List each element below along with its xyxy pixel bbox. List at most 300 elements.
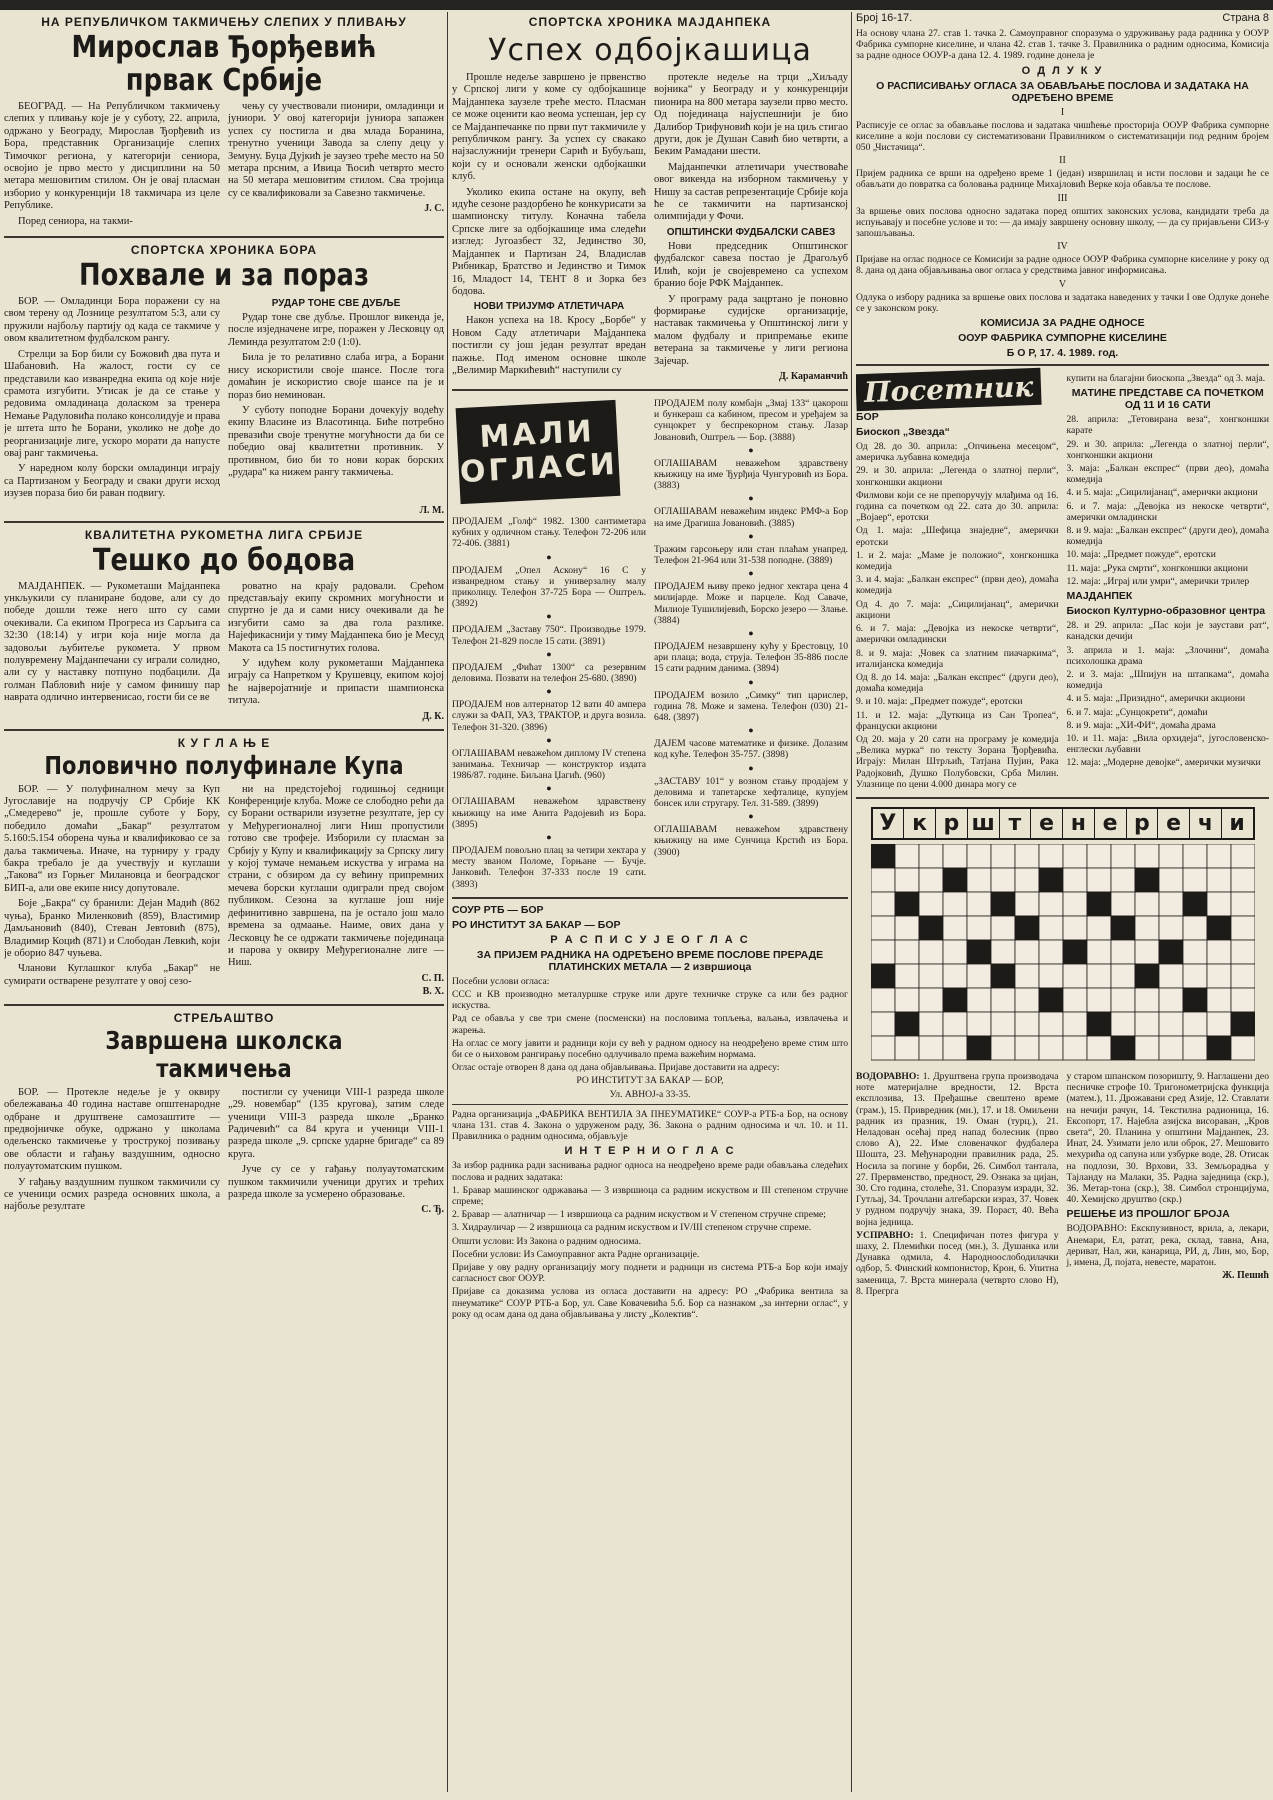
ad-separator-dot: ● xyxy=(546,832,552,842)
clues-vertical-continued: у старом шпанском позоришту, 9. Наглашени део песничке строфе 10. Тригонометријска функција (матем.), 11. Дрожавани сред Азије, 12. Ставлати на нечији рачун, 14. Текстилна радионица, 16. Ексопорт, 17. Најебла азијска висораван, „Кров света“, 20. Планина у општини Мајданпек, 23. Инат, 24. Узимати јело или оброк, 27. Мешовито мехурића од сапуна или узбурке воде, 28. Отисак на подлози, 30. Врхови, 33. Земљорадња у Тајланду на Малаки, 35. Радна заједница (скр.), 36. Метар-тона (скр.), 38. Симбол стронцијума, 40. Хемијско друштво (скр.) xyxy=(1066,1070,1269,1206)
article-paragraph: У идућем колу рукометаши Мајданпека играју са Напретком у Крушевцу, екипом којој ће најверојатније и припасти шампионска титула. xyxy=(228,658,444,707)
notice-intro: Радна организација „ФАБРИКА ВЕНТИЛА ЗА ПНЕУМАТИКЕ“ СОУР-а РТБ-а Бор, на основу члана 131. став 4. Закона о удруженом раду, 36. Закона о радним односима и чл. 10. и 11. Правилника о радним односима, објављује xyxy=(452,1108,848,1143)
classified-ad: Тражим гарсоњеру или стан плаћам унапред. Телефон 21-964 или 31-538 поподне. (3889) xyxy=(654,543,848,566)
section-number: IV xyxy=(1057,241,1068,253)
article-paragraph: Поред сениора, на такми- xyxy=(18,215,133,227)
crossword-cell xyxy=(1015,1036,1039,1060)
crossword-cell xyxy=(1159,1012,1183,1036)
crossword-cell xyxy=(895,916,919,940)
decision-signature: ООУР ФАБРИКА СУМПОРНЕ КИСЕЛИНЕ xyxy=(958,332,1167,345)
section-number: III xyxy=(1057,192,1068,204)
crossword-block xyxy=(1063,940,1087,964)
classified-ad: ОГЛАШАВАМ неважећим индекс РМФ-а Бор на име Драгиша Јовановић. (3885) xyxy=(654,506,848,529)
crossword-cell xyxy=(1183,1036,1207,1060)
cinema-entry: Од 20. маја у 20 сати на програму је комедија „Велика мурка“ по тексту Зорана Ђорђевића. Играју: Милан Штрљић, Татјана Пујин, Рака Радојковић, Душко Полубовски, Срба Милин. Улазнице по цени 4.000 динара могу се xyxy=(856,733,1059,790)
article-swimming xyxy=(4,15,444,231)
crossword-cell xyxy=(943,940,967,964)
decision-title: О Д Л У К У xyxy=(1021,64,1104,77)
crossword-cell xyxy=(895,940,919,964)
crossword-cell xyxy=(1039,964,1063,988)
crossword-cell xyxy=(1207,1012,1231,1036)
crossword-cell xyxy=(1135,1036,1159,1060)
notice-line: 2. Бравар — алатничар — 1 извршиоца са радним искуством и V степеном стручне спреме; xyxy=(452,1209,826,1221)
crossword-title-letter: ч xyxy=(1190,809,1222,838)
author-signature: В. Х. xyxy=(422,985,444,997)
crossword-cell xyxy=(991,1036,1015,1060)
classified-ad: „ЗАСТАВУ 101“ у возном стању продајем у деловима и тапетарске хефталице, купујем бонсек или стругару. Тел. 31-589. (3899) xyxy=(654,775,848,810)
cinema-entry: 11. маја: „Рука смрти“, хонгконшки акциони xyxy=(1066,562,1248,574)
crossword-block xyxy=(871,844,895,868)
crossword-cell xyxy=(1135,988,1159,1012)
solution-title: РЕШЕЊЕ ИЗ ПРОШЛОГ БРОЈА xyxy=(1066,1208,1230,1221)
article-paragraph: роватно на крају радовали. Срећом представљају екипу скромних могућности и спуртно је да и сами нису очекивали да ће изгубити само за два гола разлике. Најефикаснији у тиму Мајданпека био је Месуд Макота са 15 постигнутих голова. xyxy=(228,580,444,654)
crossword-cell xyxy=(967,868,991,892)
cinema-entry: 3. маја: „Балкан експрес“ (први део), домаћа комедија xyxy=(1066,463,1269,486)
article-paragraph: постигли су ученици VIII-1 разреда школе „29. новембар“ (135 кругова), затим следе ученици VIII-3 разреда школе „Бранко Радичевић“ са 84 круга и ученици VIII-1 разреда школе „9. српске ударне бригаде“ са 89 круга. xyxy=(228,1086,444,1160)
classified-ad: ПРОДАЈЕМ „Заставу 750“. Производње 1979. Телефон 21-829 после 15 сати. (3891) xyxy=(452,624,646,647)
crossword-cell xyxy=(1039,916,1063,940)
notice-line: РО ИНСТИТУТ ЗА БАКАР — БОР, xyxy=(576,1075,724,1087)
crossword-block xyxy=(1183,892,1207,916)
crossword-cell xyxy=(1231,964,1255,988)
author-signature: Л. М. xyxy=(419,504,444,516)
notice-line: Пријаве са доказима услова из огласа доставити на адресу: РО „Фабрика вентила за пнеуматике“ СОУР РТБ-а Бор, ул. Саве Ковачевића 5.б. Бор са назнаком „за интерни оглас“, у року од осам дана од дана објављивања у листу „Колектив“. xyxy=(452,1286,848,1320)
notice-org: РО ИНСТИТУТ ЗА БАКАР — БОР xyxy=(452,918,621,931)
cinema-entry: 3. и 4. маја: „Балкан експрес“ (први део), домаћа комедија xyxy=(856,574,1059,597)
article-paragraph: Била је то релативно слаба игра, а Борани нису искористили своје шансе. После тога домаћин је искористио своје шансе па је и пораз био неминован. xyxy=(228,352,444,401)
crossword-cell xyxy=(1015,1012,1039,1036)
classified-ad: ПРОДАЈЕМ возило „Симку“ тип царислер, година 78. Може и замена. Телефон (030) 21-648. (3897) xyxy=(654,689,848,723)
article-paragraph: БОР. — Омладинци Бора поражени су на свом терену од Лознице резултатом 5:3, али су пружили најбољу партију од када се такмиче у овом квалитетном фудбалском рангу. xyxy=(4,296,220,345)
article-paragraph: Прошле недеље завршено је првенство у Српској лиги у коме су одбојкашице Мајданпека заузеле треће место. Пласман се може оценити као веома успешан, јер су се Мајданпечанке по први пут такмичиле у републичком рангу. За успех су свакако најзаслужнији тренери Сарић и Бубуљаш, који су и основали женски одбојкашки клуб. xyxy=(452,72,646,183)
article-paragraph: У суботу поподне Борани дочекују водећу екипу Власине из Власотинца. Биће потребно превазићи своје тренутне могућности да би се победио овај квалитетни противник. У противном, био би то нови корак борских „рудара“ ка нижем рангу такмичења. xyxy=(228,404,444,478)
crossword-cell xyxy=(943,916,967,940)
classifieds-logo-line: ОГЛАСИ xyxy=(459,446,619,491)
cinema-entry: Филмови који се не препоручују млађима од 16. година са почетком од 22. сата до 30. априла: „Војаер“, еротски xyxy=(856,489,1059,524)
section-text: За вршење ових послова односно задатака поред општих законских услова, кандидати треба да испуњавају и посебне услове и то: — да имају завршену основну школу, — да су пријављени СИЗ-у запошљавања. xyxy=(856,205,1269,240)
classified-ad: ПРОДАЈЕМ повољно плац за четири хектара у месту званом Поломе, Горњане — Бучје. Јанковић. Телефон 37-333 после 19 сати. (3893) xyxy=(452,845,646,890)
article-handball xyxy=(4,528,444,724)
crossword-cell xyxy=(1015,844,1039,868)
crossword-title-letter: е xyxy=(1095,809,1127,838)
ad-separator-dot: ● xyxy=(748,568,754,579)
crossword-cell xyxy=(991,916,1015,940)
ad-separator-dot: ● xyxy=(748,627,754,638)
cinema-entry: 29. и 30. априла: „Легенда о златној перли“, хонгконшки акциони xyxy=(856,465,1059,488)
article-paragraph: У наредном колу борски омладинци играју са Партизаном у Београду и сваки други исход изузев пораза био би раван подвигу. xyxy=(4,463,220,500)
classifieds-logo-line: МАЛИ xyxy=(478,413,596,455)
decision-intro: На основу члана 27. став 1. тачка 2. Самоуправног споразума о удруживању рада радника у ООУР Фабрика сумпорне киселине, и члана 42. став 1. тачке 3. Правилника о радним односима, Комисија за радне односе ООУР-а дана 12. 4. 1989. године донела је xyxy=(856,28,1269,62)
crossword-title-letter: к xyxy=(904,809,936,838)
crossword-cell xyxy=(1159,916,1183,940)
decision-subtitle: О РАСПИСИВАЊУ ОГЛАСА ЗА ОБАВЉАЊЕ ПОСЛОВА И ЗАДАТАКА НА ОДРЕЂЕНО ВРЕМЕ xyxy=(876,79,1249,104)
classified-ads xyxy=(452,396,848,892)
ad-separator-dot: ● xyxy=(748,725,754,736)
crossword-cell xyxy=(895,868,919,892)
classified-ad: ОГЛАШАВАМ неважећом здравствену књижицу на име Ђурђија Чунгуровић из Бора. (3883) xyxy=(654,457,848,492)
crossword-cell xyxy=(1183,916,1207,940)
cinema-entry: 1. и 2. маја: „Маме је положио“, хонгконшка комедија xyxy=(856,549,1059,573)
crossword-cell xyxy=(1207,940,1231,964)
crossword-block xyxy=(1207,916,1231,940)
classified-ad: ПРОДАЈЕМ „Фићат 1300“ са резервним деловима. Позвати на телефон 25-680. (3890) xyxy=(452,661,646,684)
crossword-cell xyxy=(1135,892,1159,916)
article-paragraph: Након успеха на 18. Кросу „Борбе“ у Новом Саду атлетичари Мајданпека постигли су још један резултат вредан пажње. Под именом основне школе „Велимир Маркићевић“ наступили су xyxy=(452,315,646,376)
section-text: Одлука о избору радника за вршење ових послова и задатака наведених у тачки I ове Одлуке донеће се у законском року. xyxy=(856,291,1269,314)
ad-separator-dot: ● xyxy=(748,676,754,687)
article-kicker: СПОРТСКА ХРОНИКА БОРА xyxy=(130,243,318,258)
article-shooting xyxy=(4,1011,444,1218)
crossword-cell xyxy=(1207,868,1231,892)
crossword-cell xyxy=(1207,988,1231,1012)
column-right xyxy=(856,12,1269,1796)
crossword-block xyxy=(871,964,895,988)
crossword-cell xyxy=(991,940,1015,964)
article-paragraph: БОР. — У полуфиналном мечу за Куп Југославије на подручју СР Србије КК „Смедерево“ је, прошле суботе у Бору, победило домаћи „Бакар“ резултатом 5.160:5.154 оборена чуњa и квалификовао се за даља такмичења. Иначе, на турниру у граду бакра требало је да учествују и куглаши „Такова“ из Горњег Милановца и београдског БИП-а, али ове екипе нису допутовале. xyxy=(4,783,220,894)
notice-line: За избор радника ради заснивања радног односа на неодређено време ради обављања следећих послова и радних задатака: xyxy=(452,1160,848,1183)
notice-line: ССС и КВ производно металуршке струке или друге техничке струке са или без радног искуства. xyxy=(452,989,848,1012)
cinema-entry: Од 8. до 14. маја: „Балкан експрес“ (други део), домаћа комедија xyxy=(856,671,1059,695)
ad-separator-dot: ● xyxy=(546,611,552,622)
crossword-cell xyxy=(871,1036,895,1060)
crossword-block xyxy=(919,916,943,940)
notice-line: Пријаве у ову радну организацију могу поднети и радници из система РТБ-а Бор који имају сагласност свог ООУР. xyxy=(452,1262,848,1285)
section-divider xyxy=(452,1104,848,1105)
section-divider xyxy=(4,1004,444,1006)
crossword-cell xyxy=(895,964,919,988)
crossword-cell xyxy=(919,868,943,892)
article-paragraph: У програму рада зацртано је поновно формирање судијске организације, наставак такмичења у Општинској лиги у малом фудбалу и припремање екипе ветерана за такмичење у лиги региона Зајечар. xyxy=(654,293,848,367)
crossword-cell xyxy=(1183,844,1207,868)
crossword-cell xyxy=(1231,892,1255,916)
crossword-cell xyxy=(1087,1036,1111,1060)
cinema-name: Биоскоп „Звезда“ xyxy=(856,426,950,439)
crossword-cell xyxy=(871,892,895,916)
crossword-grid xyxy=(871,844,1255,1064)
clues-horizontal: 1. Друштвена група производача ноте материјалне вредности, 12. Врста експлозива, 13. Пређашње свештено време (грам.), 15. Привредник (мн.), 17. и 18. Омиљени радник из празник, 19. Оман (турц.), 21. Неладован осећај пред напад болесник (прво слово А), 22. Име словеначког фудбалера Шошта, 23. Међународни правилник рада, 25. Носила за погине у борби, 26. Симбол тантала, 27. Прервменство, предност, 29. Ознака за цијан, 30. Сто година, столеће, 31. Споразум изради, 32. Гутљај, 34. Трочлани алгебарски израз, 37. Човек у рудном подручју знака, 39. Пораст, 40. Већа војна једница. xyxy=(856,1070,1059,1228)
crossword-cell xyxy=(1015,868,1039,892)
article-paragraph: чењу су учествовали пионири, омладинци и јуниори. У овој категорији јуниора запажен успех су постигла и два млада Боранина, тренутно ученици Завода за слепу децу у Земуну. Буца Дујкић је заузео треће место на 50 метара прсним, а Ивица Ћосић четврто место на 50 метара мешовитим стилом. Сва тројица су се квалификовали за Савезно такмичење. xyxy=(228,101,444,199)
cinema-entry: 12. маја: „Играј или умри“, амерички трилер xyxy=(1066,575,1250,587)
cinema-entry: 8. и 9. маја: „Човек са златним пиачаркима“, италијанска комедија xyxy=(856,647,1059,670)
notice-line: 3. Хидрауличар — 2 извршиоца са радним искуством и IV/III степеном стручне спреме. xyxy=(452,1222,812,1234)
crossword-title-letter: н xyxy=(1063,809,1095,838)
cinema-entry: 3. априла и 1. маја: „Злочини“, домаћа психолошка драма xyxy=(1066,644,1269,667)
page-header xyxy=(856,12,1269,24)
crossword-cell xyxy=(1039,1036,1063,1060)
posetnik-logo: Посетник xyxy=(856,368,1042,411)
crossword-cell xyxy=(871,868,895,892)
crossword-cell xyxy=(1015,940,1039,964)
crossword-cell xyxy=(991,868,1015,892)
crossword-cell xyxy=(1039,1012,1063,1036)
crossword-cell xyxy=(1231,916,1255,940)
crossword-cell xyxy=(1063,964,1087,988)
classified-ad: ПРОДАЈЕМ „Опел Аскону“ 16 С у изванредном стању и универзалну малу приколицу. Телефон 37-725 Бора — Оштрељ. (3892) xyxy=(452,564,646,610)
crossword-cell xyxy=(1111,964,1135,988)
crossword-block xyxy=(967,940,991,964)
crossword-title-letter: е xyxy=(1031,809,1063,838)
crossword-cell xyxy=(1135,1012,1159,1036)
crossword-cell xyxy=(1063,1036,1087,1060)
notice-title: Р А С П И С У Ј Е О Г Л А С xyxy=(550,933,750,946)
article-paragraph: Јуче су се у гађању полуаутоматским пушком такмичили ученици других и трећих разреда школе за усмерено образовање. xyxy=(228,1164,444,1200)
author-signature: С. П. xyxy=(421,972,444,984)
crossword-block xyxy=(967,1036,991,1060)
section-divider xyxy=(4,236,444,238)
notice-title: И Н Т Е Р Н И О Г Л А С xyxy=(564,1145,736,1158)
crossword-cell xyxy=(1111,988,1135,1012)
crossword-cell xyxy=(967,892,991,916)
crossword-cell xyxy=(895,988,919,1012)
section-divider xyxy=(452,389,848,391)
cinema-entry: 28. априла: „Тетовирана веза“, хонгконшки карате xyxy=(1066,414,1269,437)
article-paragraph: У гађању ваздушним пушком такмичили су се ученици осмих разреда основних школа, а најбоље резултате xyxy=(4,1176,220,1213)
article-kicker: К У Г Л А Њ Е xyxy=(177,735,271,750)
section-divider xyxy=(452,897,848,899)
article-subheading: ОПШТИНСКИ ФУДБАЛСКИ САВЕЗ xyxy=(666,226,836,238)
article-paragraph: МАЈДАНПЕК. — Рукометаши Мајданпека ункљукили су планиране бодове, али су до победе дошли теже него што су сами очекивали. Са екипом Прогреса из Сарљига са 32:30 (18:14) у игри која није могла да задовољи љубитеље рукомета. У првом полувремену Мајданпечани су играли солидно, али су у наставку потпуно подбацили. Да голман Пабловић није у самом финишу пар навратa одлично интервенисао, гости би се вe xyxy=(4,580,220,704)
cinema-entry: 8. и 9. маја: „Балкан експрес“ (други део), домаћа комедија xyxy=(1066,525,1269,548)
cinema-entry: купити на благајни биоскопа „Звезда“ од 3. маја. xyxy=(1066,373,1266,385)
crossword-cell xyxy=(943,892,967,916)
crossword-cell xyxy=(1087,964,1111,988)
crossword-cell xyxy=(919,1012,943,1036)
crossword-block xyxy=(1159,940,1183,964)
crossword-cell xyxy=(919,844,943,868)
author-signature: Ж. Пешић xyxy=(1222,1270,1269,1282)
cinema-entry: 12. маја: „Модерне девојке“, амерички музички xyxy=(1066,757,1261,769)
cinema-entry: Од 1. маја: „Шефица знаједне“, амерички еротски xyxy=(856,525,1059,548)
crossword-block xyxy=(1111,1036,1135,1060)
crossword-cell xyxy=(895,1036,919,1060)
notice-line: Општи услови: Из Закона о радним односима. xyxy=(452,1235,641,1247)
classified-ad: ОГЛАШАВАМ неважећом диплому IV степена занимања. Техничар — конструктор издата 1986/87. године. Биљана Џагић. (960) xyxy=(452,747,646,782)
article-title: Половично полуфинале Купа xyxy=(44,750,404,780)
notice-line: Оглас остаје отворен 8 дана од дана објављивања. Пријаве доставити на адресу: xyxy=(452,1062,780,1074)
article-title: Мирослав Ђорђевић првак Србије xyxy=(71,30,377,98)
crossword-cell xyxy=(1183,940,1207,964)
article-kicker: НА РЕПУБЛИЧКОМ ТАКМИЧЕЊУ СЛЕПИХ У ПЛИВАЊУ xyxy=(41,15,407,29)
crossword-cell xyxy=(967,988,991,1012)
crossword-cell xyxy=(943,964,967,988)
matinee-heading: МАТИНЕ ПРЕДСТАВЕ СА ПОЧЕТКОМ ОД 11 И 16 САТИ xyxy=(1071,387,1264,412)
cinema-entry: 8. и 9. маја: „ХИ-ФИ“, домаћа драма xyxy=(1066,719,1216,731)
cinema-entry: 6. и 7. маја: „Девојка из некоске четврти“, амерички омладински xyxy=(1066,500,1269,523)
article-title: Тешко до бодова xyxy=(92,542,356,578)
cinema-entry: 10. маја: „Предмет пожуде“, еротски xyxy=(1066,549,1216,561)
decision-notice xyxy=(856,28,1269,359)
crossword-cell xyxy=(1231,868,1255,892)
cinema-entry: 6. и 7. маја: „Девојка из некоске четврти“, амерички омладински xyxy=(856,623,1059,646)
cinema-entry: 4. и 5. маја: „Сицилијанац“, амерички акциони xyxy=(1066,487,1258,499)
crossword-block xyxy=(943,868,967,892)
crossword-cell xyxy=(919,964,943,988)
crossword-cell xyxy=(1087,940,1111,964)
crossword-block xyxy=(1135,964,1159,988)
crossword-cell xyxy=(1159,964,1183,988)
crossword-title-letter: р xyxy=(1127,809,1159,838)
crossword-cell xyxy=(991,988,1015,1012)
article-paragraph: БЕОГРАД. — На Републичком такмичењу слепих у пливању које је у суботу, 22. априла, одржано у Београду, Мирослав Ђорђевић из Бора, представник Организације слепих Тимочког региона, у категорији сениора, освојио је прво место у дисциплини на 50 метара мешовитим стилом. Он је овај пласман изборио у конкуренцији 18 такмичара из целе Републике. xyxy=(4,101,220,212)
crossword-cell xyxy=(943,1036,967,1060)
ad-separator-dot: ● xyxy=(748,762,754,773)
decision-signature: КОМИСИЈА ЗА РАДНЕ ОДНОСЕ xyxy=(980,317,1145,330)
article-paragraph: БОР. — Протекле недеље је у оквиру обележавања 40 година наставе општенародне одбране и друштвене самозаштите — предвојничке обуке, одржано у школама одељенско такмичење у трострукој позивању ове области и гађању ваздушним, односно полуаутоматским пушком. xyxy=(4,1086,220,1173)
crossword-cell xyxy=(919,940,943,964)
crossword-block xyxy=(895,1012,919,1036)
crossword-cell xyxy=(991,1012,1015,1036)
section-text: Расписује се оглас за обављање послова и задатака чишћење просторија ООУР Фабрика сумпорне киселине а који послови су систематизовани Правилником о систематизацији под редним бројем 050 „Чистачица“. xyxy=(856,119,1269,154)
ad-separator-dot: ● xyxy=(546,648,552,659)
cinema-city: МАЈДАНПЕК xyxy=(1066,590,1133,603)
cinema-entry: 2. и 3. маја: „Шпијун на штапкама“, домаћа комедија xyxy=(1066,668,1269,692)
crossword-block xyxy=(1087,1012,1111,1036)
article-title: Похвале и за пораз xyxy=(79,258,369,294)
crossword-cell xyxy=(943,1012,967,1036)
section-number: I xyxy=(1060,106,1065,118)
section-divider xyxy=(856,797,1269,799)
crossword-cell xyxy=(1135,940,1159,964)
crossword-cell xyxy=(967,964,991,988)
cinema-city: БОР xyxy=(856,411,879,424)
article-paragraph: ни на предстојећој годишњој седници Конференције клуба. Може се слободно рећи да су Борани остварили изузетне резултате, јер су у Међурегионалној лиги Ниш пропустили готово све трофеје. Изборили су пласман за Србију у Купу и квалификацију за Српску лигу у којој тумаче немањем искуства у играма на страни, с обзиром да су већину припремних мечева борски куглаши одигрaли пред својом публиком. Сезона за куглаше још није дефинитивно завршена, па је остало још мало времена за одмаање. Наиме, ових дана у Лесковцу ће се одржати такмичење појединаца и парова у оквиру Међурегионалне лиге — Ниш. xyxy=(228,783,444,969)
clues-horizontal-title: ВОДОРАВНО: xyxy=(856,1070,920,1082)
column-left xyxy=(4,12,444,1796)
crossword-cell xyxy=(1231,940,1255,964)
section-divider xyxy=(856,364,1269,366)
decision-signature: Б О Р, 17. 4. 1989. год. xyxy=(1006,347,1119,360)
crossword-block xyxy=(895,892,919,916)
ad-separator-dot: ● xyxy=(748,530,754,541)
crossword-cell xyxy=(943,844,967,868)
ad-separator-dot: ● xyxy=(748,811,754,822)
crossword-cell xyxy=(919,1036,943,1060)
crossword-cell xyxy=(1183,868,1207,892)
notice-line: На оглас се могу јавити и радници који су већ у радном односу на неодређено време стим што би се о њиховом рангирању посебно одлучивало према важећим нормама. xyxy=(452,1037,848,1061)
cinema-entry: 6. и 7. маја: „Сунцокрети“, домаћи xyxy=(1066,706,1208,718)
cinema-entry: 4. и 5. маја: „Призидно“, амерички акциони xyxy=(1066,693,1246,705)
crossword-cell xyxy=(1183,964,1207,988)
section-text: Пријем радника се врши на одређено време 1 (један) извршилац и исти послови и задаци ће се обављати до повратка са боловања раднице Михајловић Верке која обавља те послове. xyxy=(856,168,1269,191)
classified-ad: ДАЈЕМ часове математике и физике. Долазим код куће. Телефон 35-757. (3898) xyxy=(654,738,848,761)
crossword-block xyxy=(943,988,967,1012)
article-kicker: КВАЛИТЕТНА РУКОМЕТНА ЛИГА СРБИЈЕ xyxy=(84,527,364,542)
crossword-cell xyxy=(1111,892,1135,916)
article-paragraph: Уколико екипа остане на окупу, већ идуће сезоне раздорбено ће конкурисати за шампионску титулу. Коначна табела Српске лиге за одбојкашице има следећи изглед: Југоазбест 32, Јединство 30, Мајданпек и Партизан 24, Владислав Рибникар, Братство и Јединство и Тимок 16, Младост 14, ТЕНТ 8 и Зорка без бодова. xyxy=(452,186,646,297)
solution-text: ВОДОРАВНО: Екскпузивност, врила, а, лекари, Анемари, Ел, ратат, река, склад, тавна, Ана, дериват, Нал, жи, канарица, РИ, д, Лин, мо, Бор, ј, имена, Д, појата, невесте, маратон. xyxy=(1066,1223,1269,1268)
crossword-cell xyxy=(1231,844,1255,868)
ad-separator-dot: ● xyxy=(546,734,552,745)
crossword-cell xyxy=(1159,844,1183,868)
article-bor-football xyxy=(4,243,444,516)
job-notice-valves xyxy=(452,1109,848,1320)
crossword-cell xyxy=(871,988,895,1012)
article-bowling xyxy=(4,736,444,999)
crossword-block xyxy=(1039,868,1063,892)
crossword-cell xyxy=(871,916,895,940)
crossword-cell xyxy=(1135,844,1159,868)
crossword-cell xyxy=(967,916,991,940)
crossword-cell xyxy=(1015,964,1039,988)
crossword-cell xyxy=(1087,916,1111,940)
crossword-cell xyxy=(1207,844,1231,868)
crossword-cell xyxy=(919,892,943,916)
crossword-cell xyxy=(1159,1036,1183,1060)
crossword-cell xyxy=(1039,940,1063,964)
classifieds-logo xyxy=(456,400,621,504)
crossword-block xyxy=(1207,1036,1231,1060)
author-signature: С. Ђ. xyxy=(421,1204,444,1216)
crossword-block xyxy=(991,964,1015,988)
clues-vertical-title: УСПРАВНО: xyxy=(856,1229,914,1241)
crossword-block xyxy=(1111,916,1135,940)
crossword-block xyxy=(1231,1012,1255,1036)
cinema-entry: Од 28. до 30. априла: „Опчињена месецом“, америчка љубавна комедија xyxy=(856,441,1059,464)
clues-vertical: 1. Специфичан потез фигура у шаху, 2. Племићки посед (мн.), 3. Душанка или Дунавка одмила, 4. Народноослободилачки одбор, 5. Финский компонистор, Крон, 6. Упитна заменица, 7. Врста минерала (четврто слово Н), 8. Прегрга xyxy=(856,1229,1059,1297)
author-signature: Д. К. xyxy=(422,710,444,722)
article-paragraph: Стрелци за Бор били су Божовић два пута и Шабановић. На жалост, гости су се представили као изванредна екипа од које није срамота изгубити. Утисак је да се стање у редовима омладинаца доласком за тренера Немање Радуловића полако консолидује и права је штета што ће Борани, уколико не дође до реорганизације лиге, ускоро морати да напусте овај ранг такмичења. xyxy=(4,348,220,459)
crossword-title-letter: и xyxy=(1229,810,1245,836)
ad-separator-dot: ● xyxy=(546,686,552,697)
crossword-cell xyxy=(895,844,919,868)
crossword-cell xyxy=(1135,916,1159,940)
crossword-cell xyxy=(1063,868,1087,892)
crossword-cell xyxy=(1111,868,1135,892)
notice-line: Посебни услови огласа: xyxy=(452,975,550,987)
column-middle xyxy=(452,12,848,1796)
crossword-block xyxy=(1183,988,1207,1012)
article-paragraph: протекле недеље на трци „Хиљаду војника“ у Београду и у конкуренцији пионира на 800 метара заузели прво место. Од појединаца најуспешнији је био Далибор Трифуновић који је на циљ стигао други, док је Душан Савић био четврти, а Беким Рамадани шести. xyxy=(654,72,848,158)
notice-line: Посебни услови: Из Самоуправног акта Радне организације. xyxy=(452,1248,700,1260)
cinema-entry: 28. и 29. априла: „Пас који је заустави рат“, канадски дечији xyxy=(1066,620,1269,643)
crossword-block xyxy=(1015,916,1039,940)
cinema-entry: 10. и 11. маја: „Вила орхидеја“, југословенско-енглески љубавни xyxy=(1066,732,1269,756)
notice-line: Рад се обавља у све три смене (посменски) на пословима топљења, ваљања, извлачења и жарења. xyxy=(452,1013,848,1036)
author-signature: Д. Караманчић xyxy=(778,370,848,382)
crossword-cell xyxy=(1207,892,1231,916)
section-divider xyxy=(4,729,444,731)
crossword-cell xyxy=(1087,844,1111,868)
crossword-cell xyxy=(1159,892,1183,916)
crossword-cell xyxy=(1063,892,1087,916)
crossword-cell xyxy=(1111,940,1135,964)
classified-ad: ОГЛАШАВАМ неважећом здравствену књижицу на име Анита Радојевић из Бора. (3895) xyxy=(452,796,646,830)
crossword-cell xyxy=(1111,1012,1135,1036)
crossword-cell xyxy=(1231,1036,1255,1060)
crossword-cell xyxy=(967,1012,991,1036)
page-number: Страна 8 xyxy=(1222,12,1269,24)
cinema-listing xyxy=(856,371,1269,792)
notice-subtitle: ЗА ПРИЈЕМ РАДНИКА НА ОДРЕЂЕНО ВРЕМЕ ПОСЛОВЕ ПРЕРАДЕ ПЛАТИНСКИХ МЕТАЛА — 2 извршиоца xyxy=(476,948,824,973)
classified-ad: ПРОДАЈЕМ полу комбајн „Змај 133“ цакорош и бункераш са кабином, пресом и уређајем за сунцокрет у беспрекорном стању. Лазар Јовановић, Оштрељ — Бор. (3888) xyxy=(654,397,848,443)
issue-number: Број 16-17. xyxy=(856,12,913,24)
crossword-cell xyxy=(1087,868,1111,892)
crossword-cell xyxy=(1015,892,1039,916)
crossword-block xyxy=(991,892,1015,916)
crossword-cell xyxy=(1111,844,1135,868)
cinema-entry: 9. и 10. маја: „Предмет пожуде“, еротски xyxy=(856,696,1023,708)
article-subheading: НОВИ ТРИЈУМФ АТЛЕТИЧАРА xyxy=(473,301,625,313)
column-rule xyxy=(851,12,852,1792)
crossword xyxy=(856,807,1269,1299)
page-top-strip xyxy=(0,0,1273,10)
ad-separator-dot: ● xyxy=(748,493,754,504)
article-paragraph: Мајданпечки атлетичари учествоваће овог викенда на изборном такмичењу у Нишу за састав репрезентације Србије која ће се такмичити на партизанској олимпијади у Фочи. xyxy=(654,161,848,223)
author-signature: Ј. С. xyxy=(424,203,444,215)
crossword-cell xyxy=(1183,1012,1207,1036)
column-rule xyxy=(447,12,448,1792)
